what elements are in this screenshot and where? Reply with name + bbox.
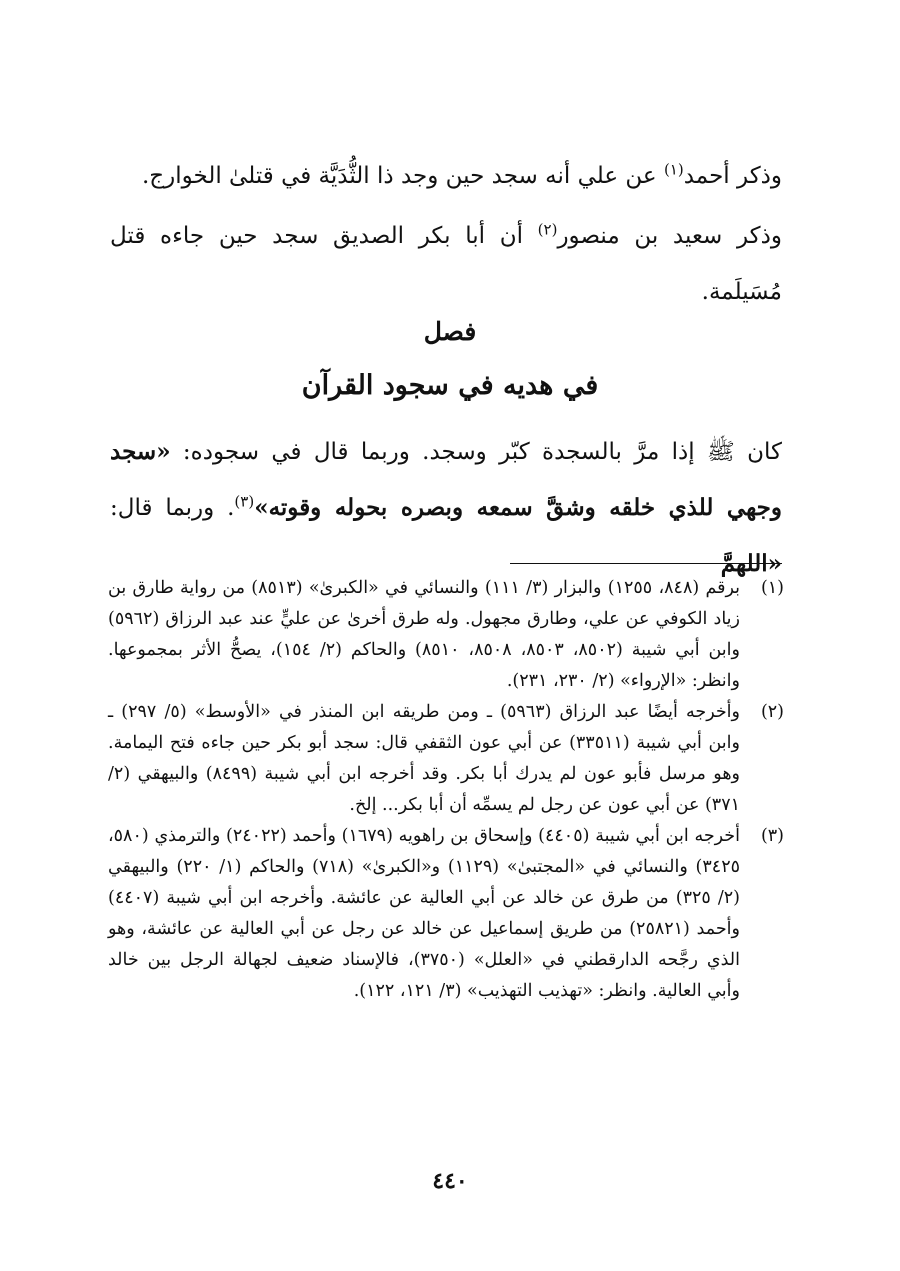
footnote-2 bbox=[108, 697, 784, 821]
footnotes bbox=[108, 573, 784, 1007]
paragraph-text: عن علي أنه سجد حين وجد ذا الثُّدَيَّة في قتلىٰ الخوارج. bbox=[141, 163, 664, 189]
section-title: في هديه في سجود القرآن bbox=[301, 370, 599, 401]
hadith-quote: «سجد وجهي للذي خلقه وشقَّ سمعه وبصره بحوله وقوته» bbox=[110, 438, 782, 521]
paragraph-text: أن أبا بكر الصديق سجد حين جاءه قتل مُسَيلَمة. bbox=[110, 223, 782, 305]
paragraph-prostration bbox=[110, 424, 782, 592]
footnote-number: (٢) bbox=[760, 702, 784, 722]
section-heading: فصل bbox=[423, 317, 477, 346]
footnote-ref-2[interactable]: (٢) bbox=[537, 220, 558, 239]
page-number: ٤٤٠ bbox=[432, 1168, 468, 1194]
paragraph-saeed bbox=[110, 208, 782, 320]
paragraph-ahmad bbox=[110, 148, 782, 204]
paragraph-text: كان ﷺ إذا مرَّ بالسجدة كبّر وسجد. وربما قال في سجوده: bbox=[170, 439, 782, 465]
footnote-number: (١) bbox=[760, 578, 784, 598]
footnote-text: أخرجه ابن أبي شيبة (٤٤٠٥) وإسحاق بن راهويه (١٦٧٩) وأحمد (٢٤٠٢٢) والترمذي (٥٨٠، ٣٤٢٥) والنسائي في «المجتبىٰ» (١١٢٩) و«الكبرىٰ» (٧١٨) والحاكم (١/ ٢٢٠) والبيهقي (٢/ ٣٢٥) من طرق عن خالد عن أبي العالية عن عائشة. وأخرجه ابن أبي شيبة (٤٤٠٧) وأحمد (٢٥٨٢١) من طريق إسماعيل عن خالد عن رجل عن أبي العالية عن عائشة، وهو الذي رجَّحه الدارقطني في «العلل» (٣٧٥٠)، فالإسناد ضعيف لجهالة الرجل بين خالد وأبي العالية. وانظر: «تهذيب التهذيب» (٣/ ١٢١، ١٢٢). bbox=[108, 826, 740, 1001]
footnote-separator bbox=[510, 563, 782, 564]
footnote-ref-3[interactable]: (٣) bbox=[234, 492, 255, 511]
paragraph-text: وذكر سعيد بن منصور bbox=[557, 223, 782, 249]
footnote-ref-1[interactable]: (١) bbox=[663, 160, 684, 179]
paragraph-text: وذكر أحمد bbox=[683, 163, 782, 189]
footnote-3 bbox=[108, 821, 784, 1007]
footnote-number: (٣) bbox=[760, 826, 784, 846]
footnote-text: برقم (٨٤٨، ١٢٥٥) والبزار (٣/ ١١١) والنسائي في «الكبرىٰ» (٨٥١٣) من رواية طارق بن زياد الكوفي عن علي، وطارق مجهول. وله طرق أخرىٰ عن عليٍّ عند عبد الرزاق (٥٩٦٢) وابن أبي شيبة (٨٥٠٢، ٨٥٠٣، ٨٥٠٨، ٨٥١٠) والحاكم (٢/ ١٥٤)، يصحُّ الأثر بمجموعها. وانظر: «الإرواء» (٢/ ٢٣٠، ٢٣١). bbox=[108, 578, 741, 691]
hadith-quote: «اللهمَّ bbox=[720, 550, 782, 577]
footnote-1 bbox=[108, 573, 784, 697]
paragraph-text: . وربما قال: bbox=[110, 495, 235, 521]
footnote-text: وأخرجه أيضًا عبد الرزاق (٥٩٦٣) ـ ومن طريقه ابن المنذر في «الأوسط» (٥/ ٢٩٧) ـ وابن أبي شيبة (٣٣٥١١) عن أبي عون الثقفي قال: سجد أبو بكر حين جاءه فتح اليمامة. وهو مرسل فأبو عون لم يدرك أبا بكر. وقد أخرجه ابن أبي شيبة (٨٤٩٩) والبيهقي (٢/ ٣٧١) عن أبي عون عن رجل لم يسمِّه أن أبا بكر... إلخ. bbox=[108, 702, 740, 815]
